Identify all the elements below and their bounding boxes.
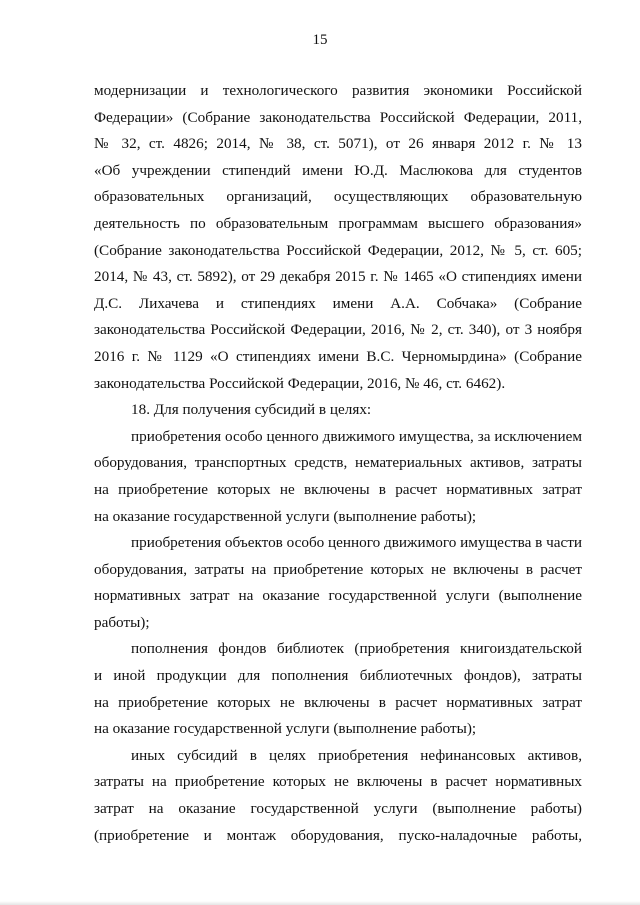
text-line: законодательства Российской Федерации, 2016, № 46, ст. 6462).	[94, 374, 506, 392]
text-line: на оказание государственной услуги (выполнение работы);	[94, 720, 477, 738]
page-number: 15	[312, 32, 328, 48]
text-line: 2016 г. № 1129 «О стипендиях имени В.С. Черномырдина» (Собрание	[94, 347, 582, 365]
text-line: иных субсидий в целях приобретения нефинансовых активов,	[131, 746, 582, 764]
text-line: 18. Для получения субсидий в целях:	[131, 401, 372, 419]
text-line: 2014, № 43, ст. 5892), от 29 декабря 2015 г. № 1465 «О стипендиях имени	[94, 268, 582, 286]
text-line: нормативных затрат на оказание государственной услуги (выполнение	[94, 587, 582, 605]
text-line: образовательных организаций, осуществляющих образовательную	[94, 188, 582, 206]
text-line: (приобретение и монтаж оборудования, пуско-наладочные работы,	[94, 826, 582, 844]
text-line: затраты на приобретение которых не включены в расчет нормативных	[94, 773, 582, 791]
text-line: на оказание государственной услуги (выполнение работы);	[94, 507, 477, 525]
text-line: приобретения особо ценного движимого имущества, за исключением	[131, 427, 582, 445]
text-line: оборудования, транспортных средств, нематериальных активов, затраты	[94, 454, 582, 472]
text-line: на приобретение которых не включены в расчет нормативных затрат	[94, 480, 582, 498]
text-line: затрат на оказание государственной услуги (выполнение работы)	[94, 800, 582, 818]
text-line: модернизации и технологического развития экономики Российской	[94, 82, 582, 99]
text-line: работы);	[94, 613, 150, 631]
text-line: и иной продукции для пополнения библиотечных фондов), затраты	[94, 667, 582, 685]
text-line: на приобретение которых не включены в расчет нормативных затрат	[94, 693, 582, 711]
text-line: законодательства Российской Федерации, 2016, № 2, ст. 340), от 3 ноября	[94, 321, 582, 339]
text-line: «Об учреждении стипендий имени Ю.Д. Маслюкова для студентов	[94, 161, 582, 179]
text-line: Федерации» (Собрание законодательства Российской Федерации, 2011,	[94, 108, 582, 126]
text-line: № 32, ст. 4826; 2014, № 38, ст. 5071), от 26 января 2012 г. № 13	[94, 135, 582, 153]
text-line: пополнения фондов библиотек (приобретения книгоиздательской	[131, 640, 582, 658]
document-body	[94, 78, 582, 849]
text-line: приобретения объектов особо ценного движимого имущества в части	[131, 534, 582, 552]
text-line: (Собрание законодательства Российской Федерации, 2012, № 5, ст. 605;	[94, 241, 582, 259]
scan-edge	[0, 901, 640, 905]
text-line: Д.С. Лихачева и стипендиях имени А.А. Собчака» (Собрание	[94, 294, 582, 312]
text-line: оборудования, затраты на приобретение которых не включены в расчет	[94, 560, 582, 578]
text-line: деятельность по образовательным программам высшего образования»	[94, 214, 582, 232]
